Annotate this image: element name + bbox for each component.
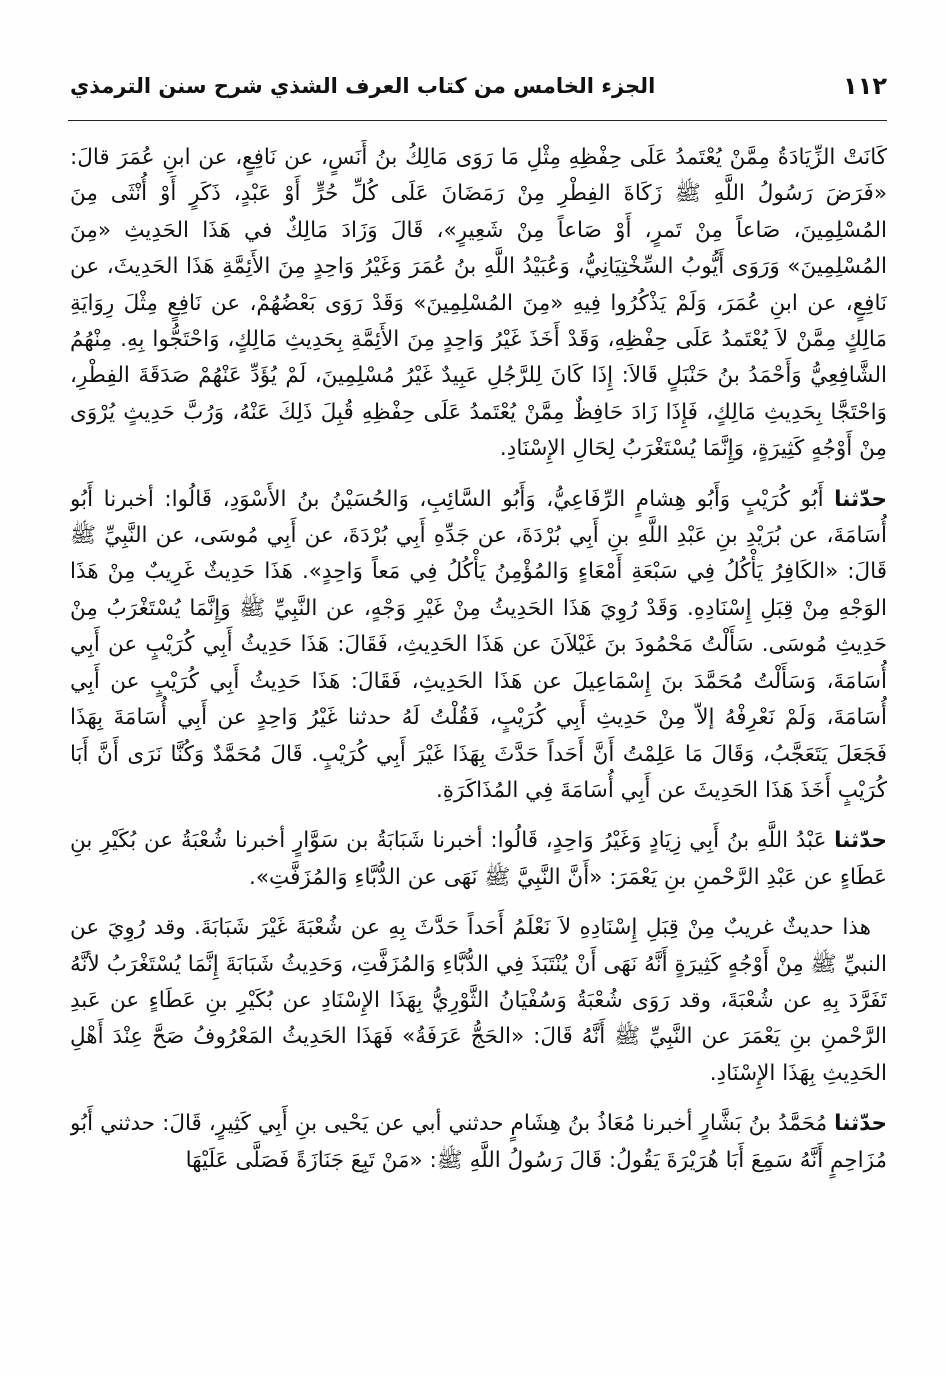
hadith-opener: حدّثنا — [834, 1111, 887, 1137]
paragraph-text: كَانَتْ الزِّيَادَةُ مِمَّنْ يُعْتَمدُ عَلَى حِفْظِهِ مِثْلِ مَا رَوَى مَالِكُ بنُ أَنَسٍ، عن نَافِعٍ، عن ابنِ عُمَرَ قالَ: «فَرَضَ رَسُولُ اللَّهِ ﷺ زَكَاةَ الفِطْرِ مِنْ رَمَضَانَ عَلَى كُلِّ حُرٍّ أَوْ عَبْدٍ، ذَكَرٍ أَوْ أُنْثَى مِنَ المُسْلِمِينَ، صَاعاً مِنْ تَمرٍ، أَوْ صَاعاً مِنْ شَعِيرٍ»، قَالَ وَزَادَ مَالِكٌ في هَذَا الحَدِيثِ «مِنَ المُسْلِمِينَ» وَرَوَى أَيُّوبُ السِّخْتِيَانِيُّ، وَعُبَيْدُ اللَّهِ بنُ عُمَرَ وَغَيْرُ وَاحِدٍ مِنَ الأَئِمَّةِ هَذَا الحَدِيثَ، عن نَافِعٍ، عن ابنِ عُمَرَ، وَلَمْ يَذْكُرُوا فِيهِ «مِنَ المُسْلِمِينَ» وَقَدْ رَوَى بَعْضُهُمْ، عن نَافِعٍ مِثْلَ رِوَايَةِ مَالِكٍ مِمَّنْ لاَ يُعْتَمدُ عَلَى حِفْظِهِ، وَقَدْ أَخَذَ غَيْرُ وَاحِدٍ مِنَ الأَئِمَّةِ بِحَدِيثِ مَالِكٍ، وَاحْتَجُّوا بِهِ. مِنْهُمُ الشَّافِعِيُّ وَأَحْمَدُ بنُ حَنْبَلٍ قَالاَ: إِذَا كَانَ لِلرَّجُلِ عَبِيدٌ غَيْرُ مُسْلِمِينَ، لَمْ يُؤَدِّ عَنْهُمْ صَدَقَةَ الفِطْرِ، وَاحْتَجَّا بِحَدِيثِ مَالِكٍ، فَإِذَا زَادَ حَافِظٌ مِمَّنْ يُعْتَمدُ عَلَى حِفْظِهِ قُبِلَ ذَلِكَ عَنْهُ، وَرُبَّ حَدِيثٍ يُرْوَى مِنْ أَوْجُهٍ كَثِيرَةٍ، وَإِنَّمَا يُسْتَغْرَبُ لِحَالِ الإِسْنَادِ. — [70, 145, 887, 462]
paragraph-hadith-kafir — [70, 482, 887, 810]
paragraph-text: هذا حديثٌ غريبٌ مِنْ قِبَلِ إِسْنَادِهِ لاَ نَعْلَمُ أَحَداً حَدَّثَ بِهِ عن شُعْبَةَ غَيْرَ شَبَابَةَ. وقد رُوِيَ عن النبيِّ ﷺ مِنْ أَوْجُهٍ كَثِيرَةٍ أَنَّهُ نَهَى أَنْ يُنْتَبَذَ فِي الدُّبَّاءِ وَالمُزَفَّتِ، وَحَدِيثُ شَبَابَةَ إِنَّمَا يُسْتَغْرَبُ لأنَّهُ تَفَرَّدَ بِهِ عن شُعْبَةَ، وقد رَوَى شُعْبَةُ وَسُفْيَانُ الثَّوْرِيُّ بِهَذَا الإِسْنَادِ عن بُكَيْرِ بنِ عَطَاءٍ عن عَبدِ الرَّحْمنِ بنِ يَعْمَرَ عن النَّبِيِّ ﷺ أَنَّهُ قَالَ: «الحَجُّ عَرَفَةُ» فَهَذَا الحَدِيثُ المَعْرُوفُ صَحَّ عِنْدَ أَهْلِ الحَدِيثِ بِهَذَا الإِسْنَادِ. — [70, 915, 887, 1086]
paragraph-zakat-al-fitr — [70, 140, 887, 468]
hadith-opener: حدّثنا — [834, 486, 887, 512]
paragraph-commentary — [70, 910, 887, 1092]
paragraph-text: أَبُو كُرَيْبٍ وَأَبُو هِشامٍ الرِّفَاعِيُّ، وَأَبُو السَّائِبِ، وَالحُسَيْنُ بنُ الأَسْوَدِ، قَالُوا: أخبرنا أَبُو أُسَامَةَ، عن بُرَيْدِ بنِ عَبْدِ اللَّهِ بنِ أَبِي بُرْدَةَ، عن جَدِّهِ أَبِي بُرْدَةَ، عن أَبِي مُوسَى، عن النَّبِيِّ ﷺ قَالَ: «الكَافِرُ يَأْكُلُ فِي سَبْعَةِ أَمْعَاءٍ وَالمُؤْمِنُ يَأْكُلُ فِي مَعاً وَاحِدٍ». هَذَا حَدِيثٌ غَرِيبٌ مِنْ هَذَا الوَجْهِ مِنْ قِبَلِ إِسْنَادِهِ. وَقَدْ رُوِيَ هَذَا الحَدِيثُ مِنْ غَيْرِ وَجْهٍ، عن النَّبِيِّ ﷺ وَإِنَّمَا يُسْتَغْرَبُ مِنْ حَدِيثِ مُوسَى. سَأَلْتُ مَحْمُودَ بنَ غَيْلاَنَ عن هَذَا الحَدِيثِ، فَقَالَ: هَذَا حَدِيثُ أَبِي كُرَيْبٍ عن أَبِي أُسَامَةَ، وَسَأَلْتُ مُحَمَّدَ بنَ إِسْمَاعِيلَ عن هَذَا الحَدِيثِ، فَقَالَ: هَذَا حَدِيثُ أَبِي كُرَيْبٍ عن أَبِي أُسَامَةَ، وَلَمْ نَعْرِفْهُ إلاّ مِنْ حَدِيثِ أَبِي كُرَيْبٍ، فَقُلْتُ لَهُ حدثنا غَيْرُ وَاحِدٍ عن أَبِي أُسَامَةَ بِهَذَا فَجَعَلَ يَتَعَجَّبُ، وَقَالَ مَا عَلِمْتُ أَنَّ أَحَداً حَدَّثَ بِهَذَا غَيْرَ أَبِي كُرَيْبٍ. قَالَ مُحَمَّدٌ وَكُنَّا نَرَى أَنَّ أَبَا كُرَيْبٍ أَخَذَ هَذَا الحَدِيثَ عن أَبِي أُسَامَةَ فِي المُذَاكَرَةِ. — [70, 486, 887, 803]
page-number: ١١٢ — [843, 72, 887, 100]
paragraph-hadith-dubba — [70, 823, 887, 896]
page-header — [70, 66, 887, 114]
paragraph-text: مُحَمَّدُ بنُ بَشَّارٍ أخبرنا مُعَاذُ بنُ هِشَامٍ حدثني أبي عن يَحْيى بنِ أَبِي كَثِيرٍ، قَالَ: حدثني أَبُو مُزَاحِمٍ أَنَّهُ سَمِعَ أَبَا هُرَيْرَةَ يَقُولُ: قَالَ رَسُولُ اللَّهِ ﷺ: «مَنْ تَبِعَ جَنَازَةً فَصَلَّى عَلَيْهَا — [70, 1111, 887, 1173]
hadith-opener: حدّثنا — [834, 828, 887, 854]
paragraph-text: عَبْدُ اللَّهِ بنُ أَبِي زِيَادٍ وَغَيْرُ وَاحِدٍ، قَالُوا: أخبرنا شَبَابَةُ بن سَوَّارٍ أخبرنا شُعْبَةُ عن بُكَيْرِ بنِ عَطَاءٍ عن عَبْدِ الرَّحْمنِ بنِ يَعْمَرَ: «أَنَّ النَّبِيَّ ﷺ نَهَى عن الدُّبَّاءِ وَالمُزَفَّتِ». — [70, 828, 887, 890]
running-title: الجزء الخامس من كتاب العرف الشذي شرح سنن الترمذي — [70, 74, 656, 98]
header-rule — [68, 120, 887, 121]
paragraph-hadith-janazah — [70, 1106, 887, 1179]
page-body — [70, 140, 887, 1337]
